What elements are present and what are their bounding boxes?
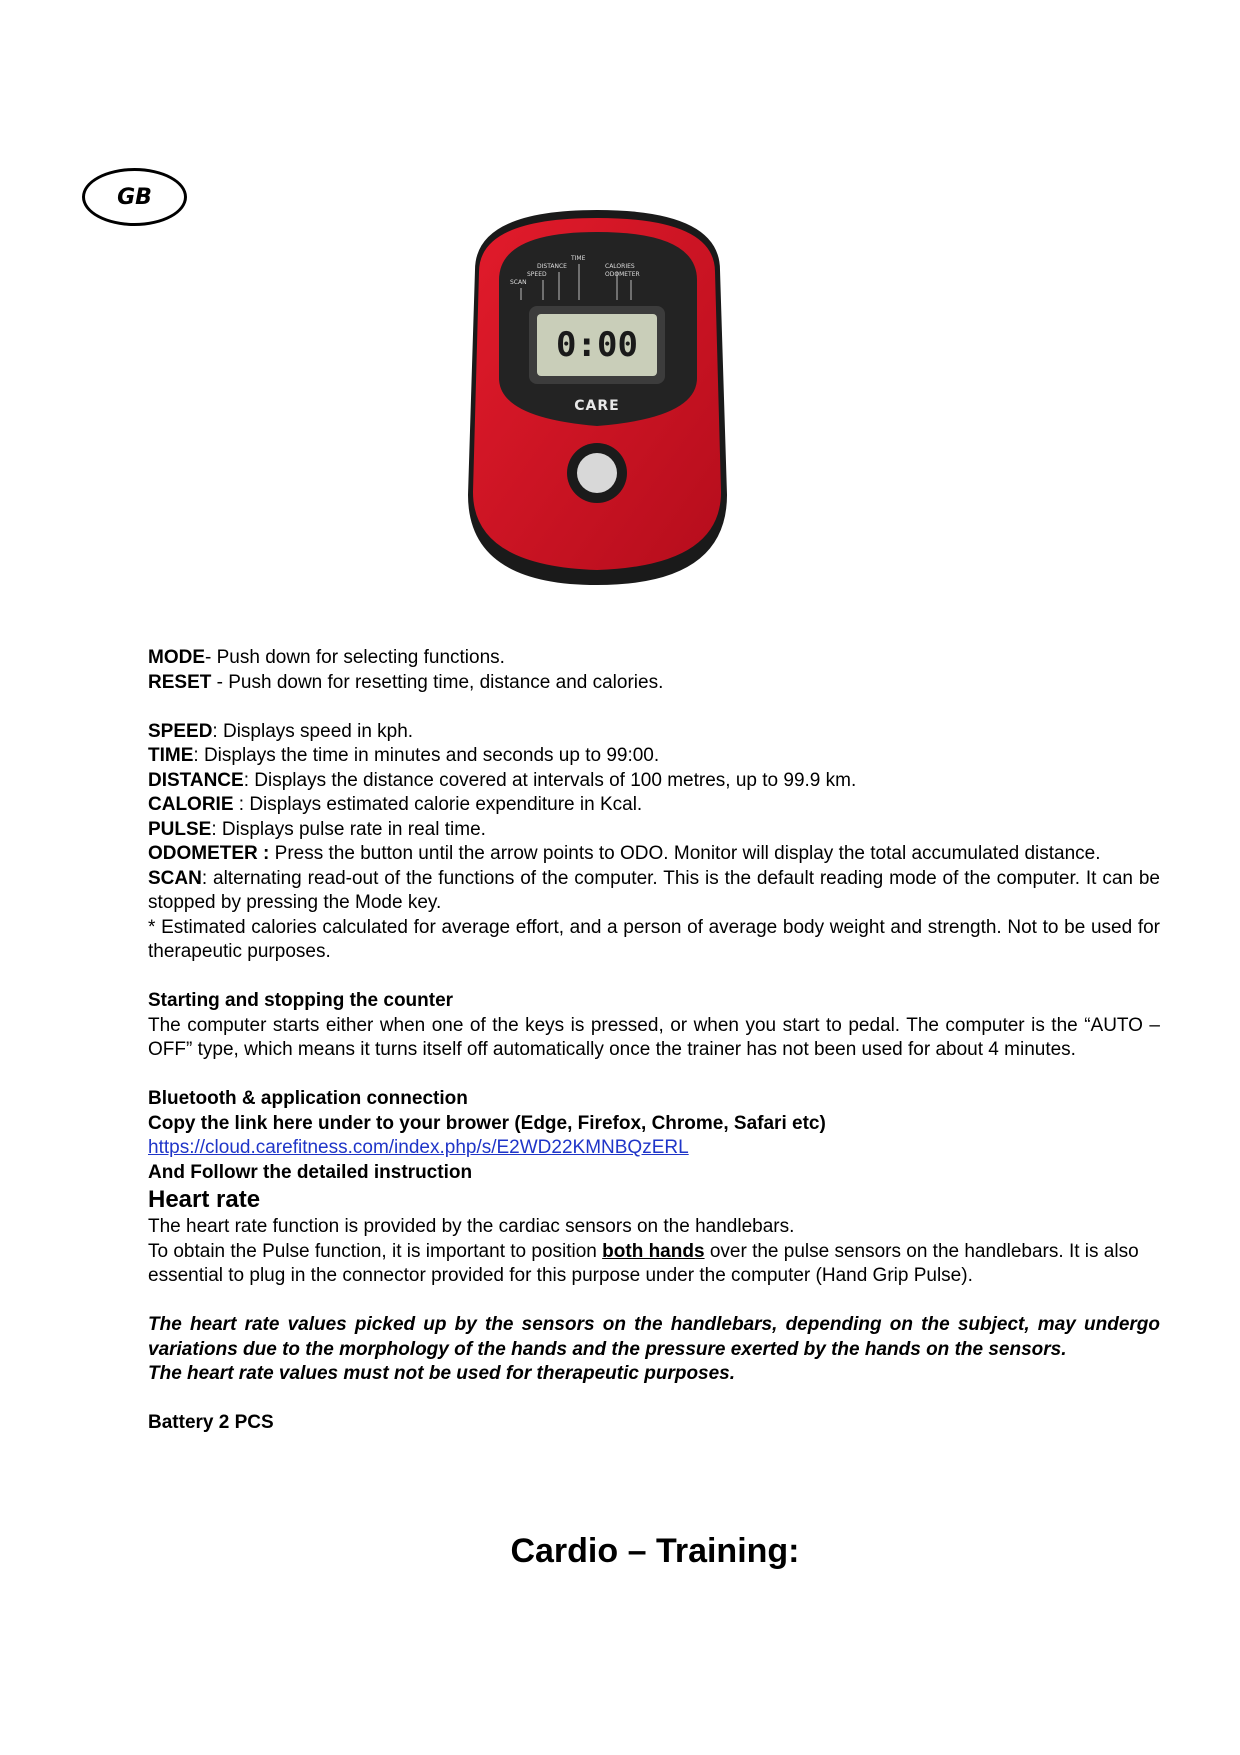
manual-text [148, 646, 1160, 1436]
language-badge [82, 168, 187, 226]
label-speed: SPEED [527, 271, 547, 278]
battery-line: Battery 2 PCS [148, 1412, 274, 1433]
lcd-readout: 0:00 [556, 325, 638, 365]
starting-text: The computer starts either when one of the keys is pressed, or when you start to pedal. The computer is the “AUTO – OFF” type, which means it turns itself off automatically once the trainer has not been used for about 4 minutes. [148, 1014, 1160, 1060]
odometer-line: ODOMETER : Press the button until the arrow points to ODO. Monitor will display the total accumulated distance. [148, 843, 1101, 864]
label-time: TIME [571, 255, 586, 262]
scan-line: SCAN: alternating read-out of the functions of the computer. This is the default reading mode of the computer. It can be stopped by pressing the Mode key. [148, 867, 1160, 913]
both-hands-emphasis: both hands [602, 1240, 705, 1262]
heart-rate-heading: Heart rate [148, 1186, 261, 1213]
bluetooth-copy: Copy the link here under to your brower (Edge, Firefox, Chrome, Safari etc) [148, 1112, 826, 1134]
language-badge-label: GB [117, 184, 152, 210]
pulse-line: PULSE: Displays pulse rate in real time. [148, 818, 486, 840]
bluetooth-follow: And Followr the detailed instruction [148, 1161, 473, 1183]
computer-monitor-image [455, 210, 740, 590]
heart-warning2: The heart rate values must not be used for therapeutic purposes. [148, 1363, 736, 1384]
mode-line: MODE- Push down for selecting functions. [148, 647, 505, 668]
mode-term: MODE [148, 647, 205, 668]
brand-logo: CARE [574, 398, 620, 414]
bluetooth-title: Bluetooth & application connection [148, 1088, 468, 1109]
label-distance: DISTANCE [537, 263, 567, 270]
starting-title: Starting and stopping the counter [148, 990, 454, 1011]
heart-line1: The heart rate function is provided by the cardiac sensors on the handlebars. [148, 1216, 795, 1237]
speed-line: SPEED: Displays speed in kph. [148, 720, 414, 742]
cardio-training-title: Cardio – Training: [510, 1532, 800, 1570]
calorie-note: * Estimated calories calculated for average effort, and a person of average body weight and strength. Not to be used for therapeutic purposes. [148, 916, 1160, 962]
heart-line2: To obtain the Pulse function, it is important to position both hands over the pulse sensors on the handlebars. It is also essential to plug in the connector provided for this purpose under the computer (Hand Grip Pulse). [148, 1240, 1139, 1286]
distance-line: DISTANCE: Displays the distance covered at intervals of 100 metres, up to 99.9 km. [148, 769, 857, 791]
download-link[interactable]: https://cloud.carefitness.com/index.php/s/E2WD22KMNBQzERL [148, 1137, 689, 1158]
label-odometer: ODOMETER [605, 271, 640, 278]
label-calories: CALORIES [605, 263, 635, 270]
label-scan: SCAN [510, 279, 527, 286]
time-line: TIME: Displays the time in minutes and seconds up to 99:00. [148, 745, 660, 766]
reset-line: RESET - Push down for resetting time, distance and calories. [148, 671, 664, 693]
calorie-line: CALORIE : Displays estimated calorie expenditure in Kcal. [148, 794, 643, 815]
heart-warning1: The heart rate values picked up by the sensors on the handlebars, depending on the subject, may undergo variations due to the morphology of the hands and the pressure exerted by the hands on the sensors. [148, 1314, 1160, 1360]
reset-term: RESET [148, 671, 212, 693]
